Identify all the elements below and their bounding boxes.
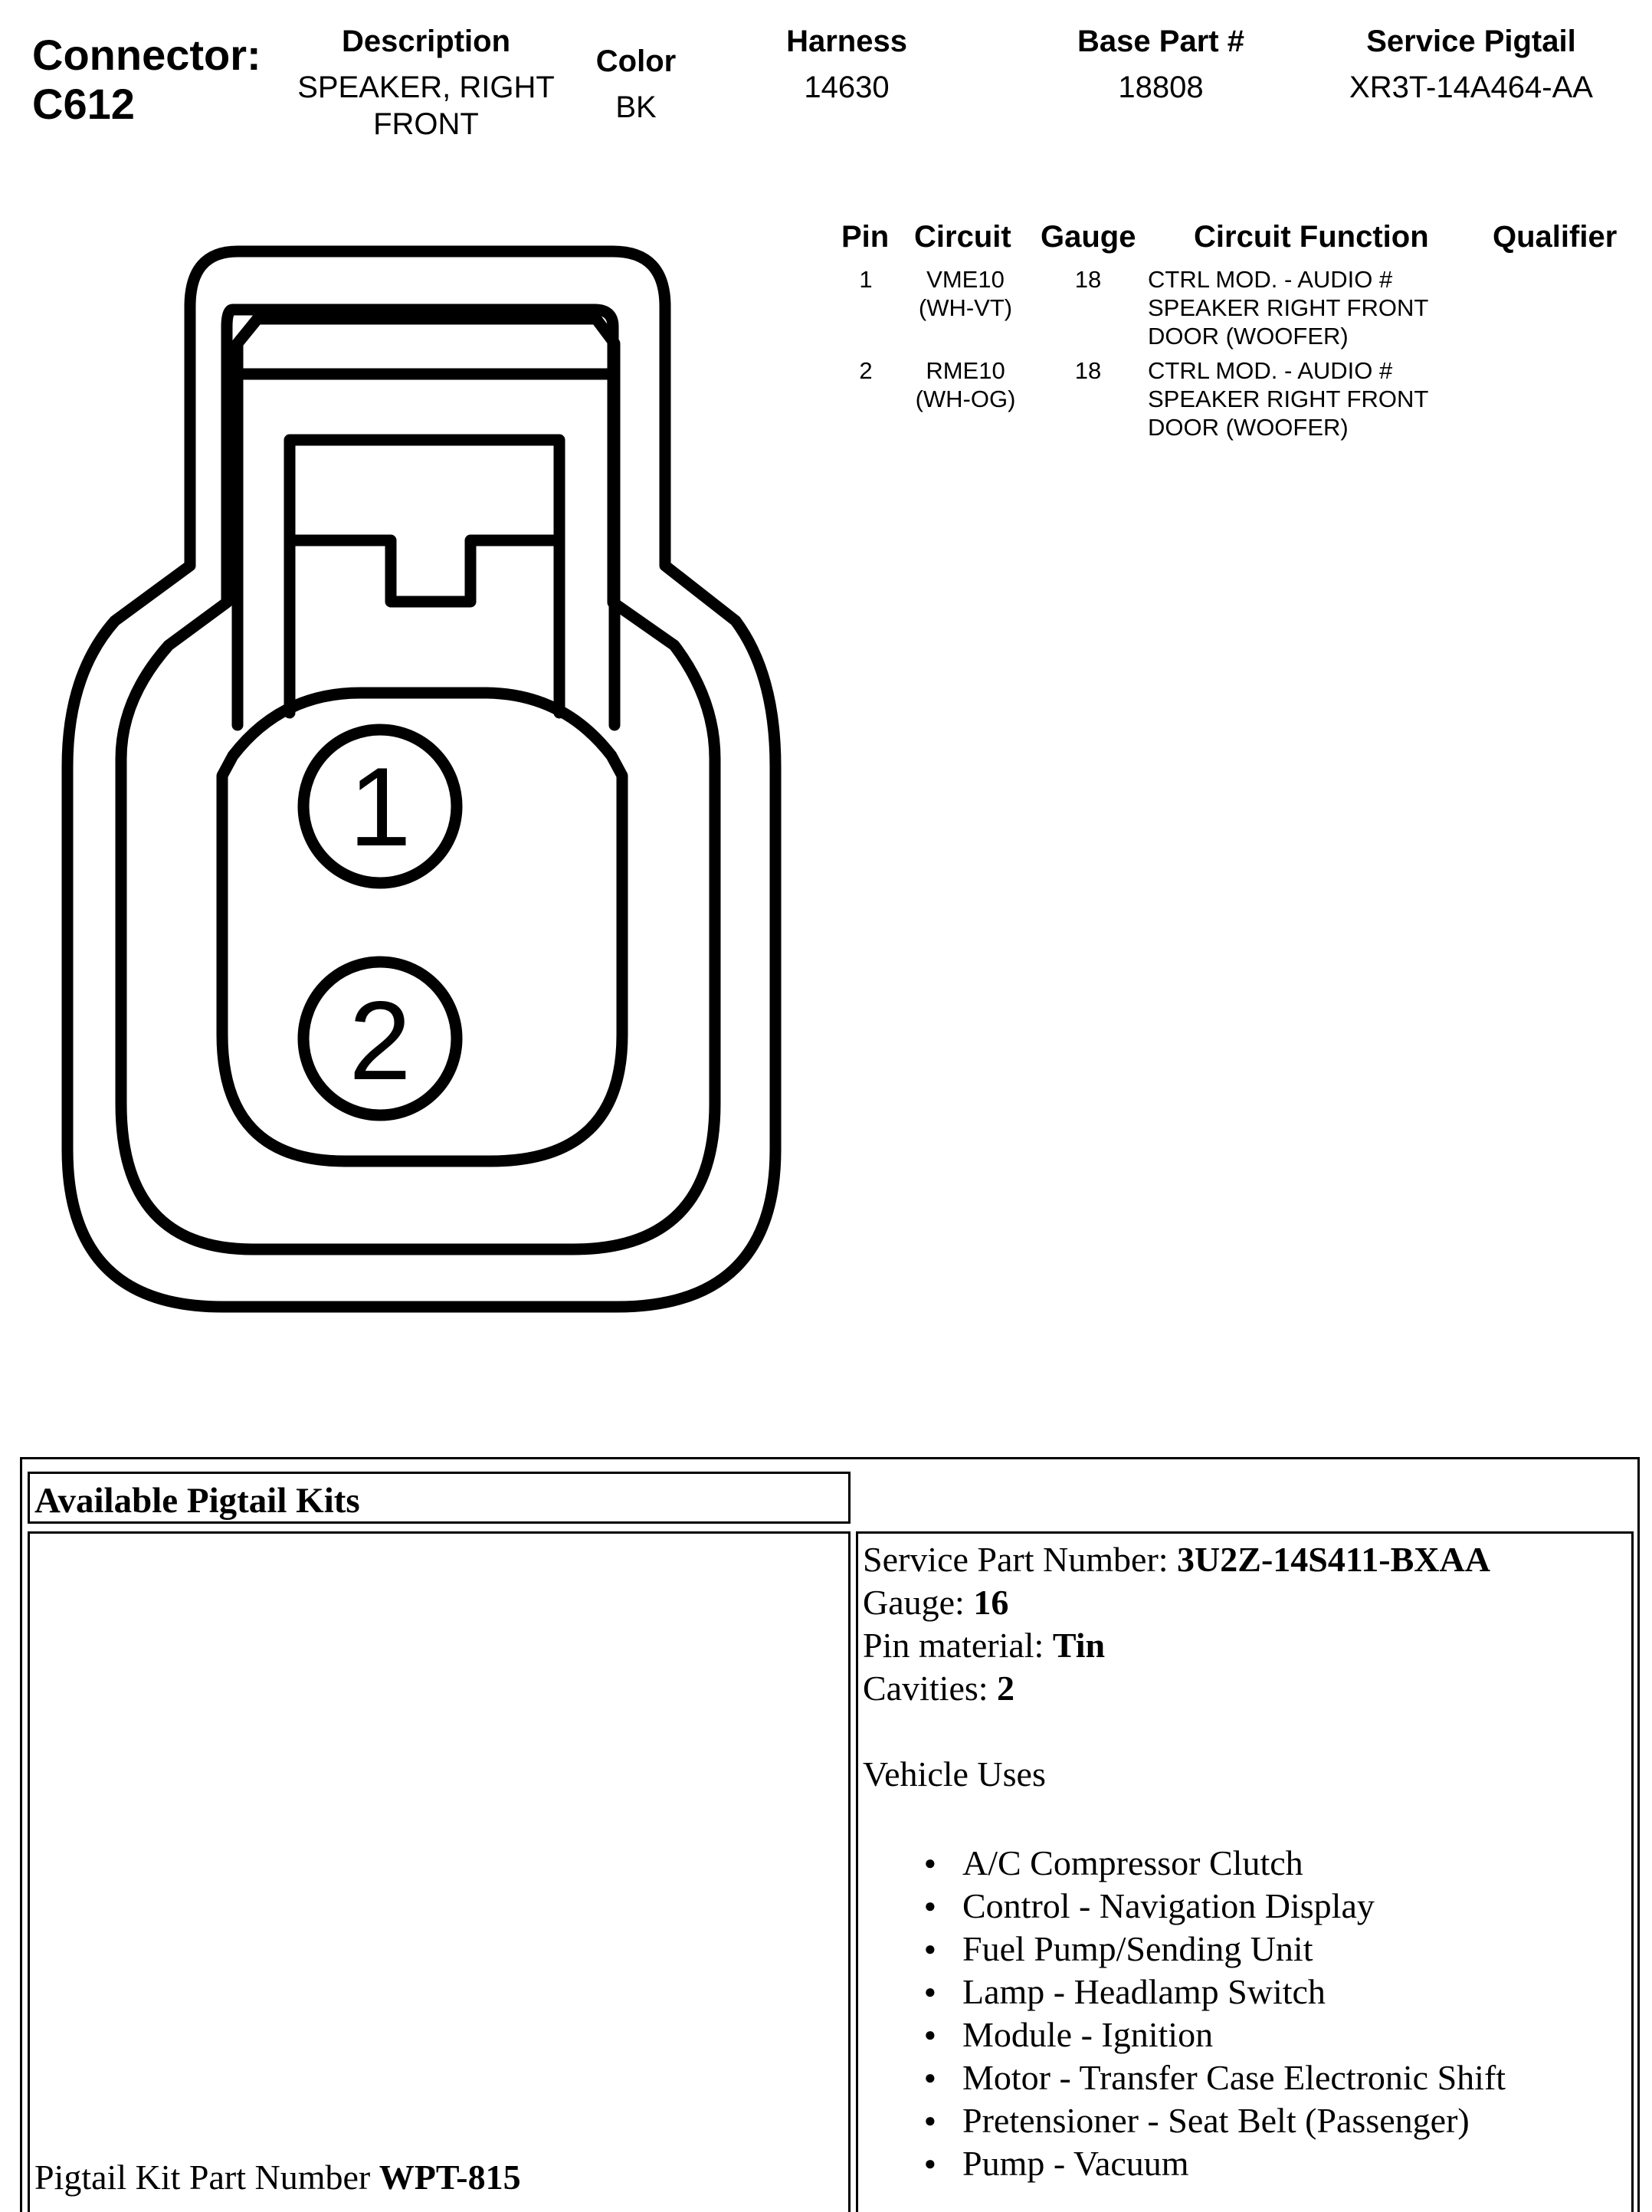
pigtail-kit-part-number [34,2156,521,2199]
row1-function-line2: SPEAKER RIGHT FRONT [1148,294,1429,321]
circuit-function-column-header: Circuit Function [1194,220,1429,254]
row1-circuit [904,265,1027,322]
row2-function-line1: CTRL MOD. - AUDIO # [1148,357,1393,384]
pin-material-value: Tin [1052,1626,1106,1665]
pin-1-number: 1 [349,744,411,869]
connector-face-diagram [0,0,843,1349]
row1-circuit-function [1148,265,1428,350]
pin-face [222,693,622,1161]
pigtail-kit-details-cell [856,1531,1634,2212]
base-part-value: 18808 [1118,71,1204,104]
gauge-column-header: Gauge [1041,220,1136,254]
latch-notch [290,540,559,602]
description-line2: FRONT [373,107,479,141]
service-part-label: Service Part Number: [863,1540,1178,1579]
gauge-value: 16 [973,1583,1009,1622]
list-item: ● Pretensioner - Seat Belt (Passenger) [924,2099,1506,2142]
service-part-number-line [863,1538,1506,1581]
row2-circuit-function [1148,356,1428,441]
row1-gauge: 18 [1074,266,1102,293]
kit-number-label: Pigtail Kit Part Number [34,2158,379,2197]
row2-circuit-line2: (WH-OG) [915,386,1016,412]
list-item: ● Control - Navigation Display [924,1885,1506,1928]
gauge-line [863,1581,1506,1624]
cavities-value: 2 [997,1669,1015,1708]
row2-pin: 2 [859,357,873,384]
harness-header: Harness [786,25,907,58]
list-item: ● A/C Compressor Clutch [924,1842,1506,1885]
pin-material-label: Pin material: [863,1626,1053,1665]
row1-circuit-line2: (WH-VT) [918,294,1013,321]
base-part-header: Base Part # [1077,25,1244,58]
connector-outer-shell [67,251,775,1307]
cavities-line [863,1667,1506,1710]
vehicle-uses-title: Vehicle Uses [863,1754,1046,1794]
harness-value: 14630 [804,71,890,104]
pin-2-number: 2 [349,978,411,1103]
pin-column-header: Pin [841,220,890,254]
circuit-column-header: Circuit [914,220,1011,254]
row1-function-line3: DOOR (WOOFER) [1148,323,1349,350]
list-item: ● Fuel Pump/Sending Unit [924,1928,1506,1971]
list-item: ● Lamp - Headlamp Switch [924,1971,1506,2013]
row2-gauge: 18 [1074,357,1102,384]
pin-material-line [863,1624,1506,1667]
row2-circuit-line1: RME10 [926,357,1005,384]
connector-id: C612 [32,80,135,128]
qualifier-column-header: Qualifier [1493,220,1618,254]
row2-circuit [904,356,1027,413]
list-item: ● Module - Ignition [924,2013,1506,2056]
vehicle-uses-list [924,1842,1506,2185]
kit-number-value: WPT-815 [379,2158,521,2197]
connector-label: Connector: [32,31,261,79]
list-item: ● Pump - Vacuum [924,2142,1506,2185]
row1-circuit-line1: VME10 [926,266,1005,293]
description-header: Description [341,25,511,58]
latch-window [290,440,559,713]
row2-function-line3: DOOR (WOOFER) [1148,414,1349,441]
color-header: Color [595,44,677,78]
service-part-value: 3U2Z-14S411-BXAA [1177,1540,1490,1579]
color-value: BK [615,90,657,124]
service-pigtail-value: XR3T-14A464-AA [1349,71,1593,104]
pigtail-kit-image-cell [28,1531,851,2212]
pigtail-kits-title-cell [28,1472,851,1524]
cavities-label: Cavities: [863,1669,998,1708]
row1-function-line1: CTRL MOD. - AUDIO # [1148,266,1393,293]
row1-pin: 1 [859,266,873,293]
row2-function-line2: SPEAKER RIGHT FRONT [1148,386,1429,412]
pigtail-kits-title: Available Pigtail Kits [34,1481,360,1521]
description-line1: SPEAKER, RIGHT [297,71,555,104]
list-item: ● Motor - Transfer Case Electronic Shift [924,2056,1506,2099]
service-pigtail-header: Service Pigtail [1366,25,1576,58]
gauge-label: Gauge: [863,1583,974,1622]
pigtail-kit-details [863,1538,1506,2185]
